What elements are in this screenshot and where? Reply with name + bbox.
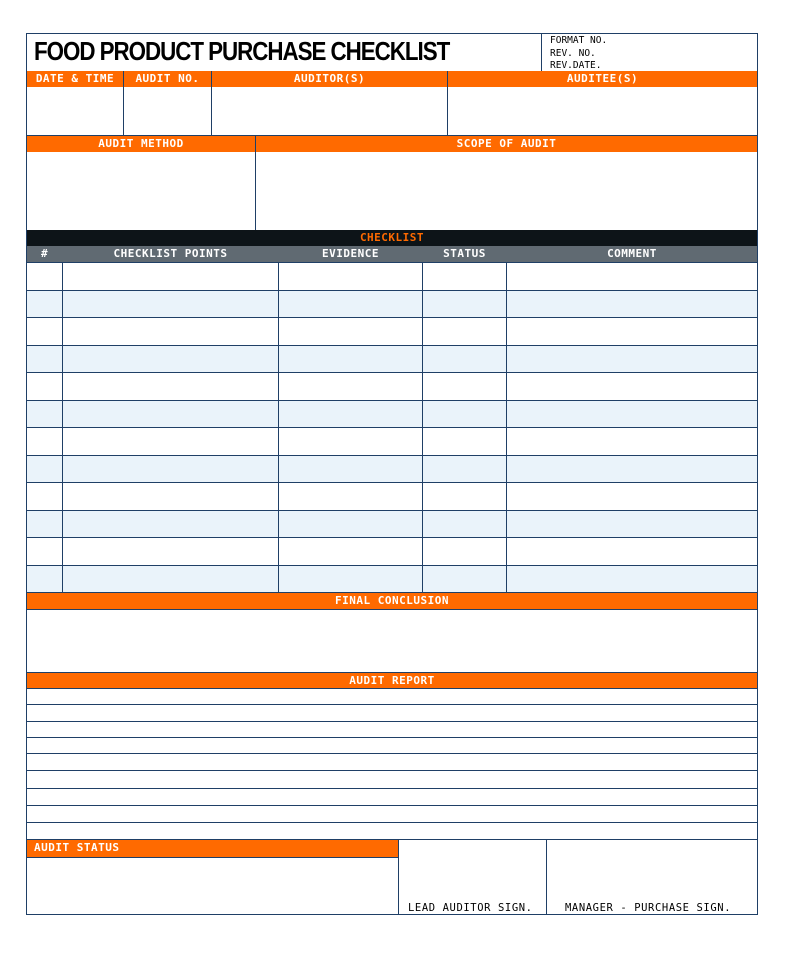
audit-report-header: AUDIT REPORT — [27, 672, 757, 689]
table-row[interactable] — [27, 455, 757, 483]
col-comment: COMMENT — [607, 247, 657, 260]
audit-no-header: AUDIT NO. — [124, 71, 211, 87]
checklist-title-bar — [27, 230, 757, 246]
table-row[interactable] — [27, 290, 757, 318]
auditors-header: AUDITOR(S) — [212, 71, 447, 87]
auditors-field[interactable] — [212, 87, 447, 135]
scope-header: SCOPE OF AUDIT — [256, 136, 757, 152]
date-time-header: DATE & TIME — [27, 71, 123, 87]
lead-auditor-signature[interactable]: LEAD AUDITOR SIGN. — [408, 902, 533, 914]
scope-field[interactable] — [256, 152, 757, 230]
audit-status-header: AUDIT STATUS — [27, 840, 398, 857]
audit-status-field[interactable] — [27, 858, 398, 915]
col-number: # — [40, 247, 49, 260]
format-no-label: FORMAT NO. — [550, 35, 608, 46]
form-meta — [550, 35, 607, 73]
table-row[interactable] — [27, 537, 757, 565]
table-header — [27, 246, 757, 262]
audit-no-field[interactable] — [124, 87, 211, 135]
audit-report-lines[interactable] — [27, 689, 757, 839]
table-row[interactable] — [27, 565, 757, 593]
checklist-title: CHECKLIST — [359, 231, 425, 244]
title-cell — [27, 34, 541, 71]
table-row[interactable] — [27, 400, 757, 428]
col-status: STATUS — [443, 247, 486, 260]
rev-date-label: REV.DATE. — [550, 60, 602, 71]
final-conclusion-field[interactable] — [27, 609, 757, 672]
table-row[interactable] — [27, 262, 757, 290]
manager-signature[interactable]: MANAGER - PURCHASE SIGN. — [565, 902, 732, 914]
date-time-field[interactable] — [27, 87, 123, 135]
table-row[interactable] — [27, 510, 757, 538]
rev-no-label: REV. NO. — [550, 47, 596, 59]
auditee-field[interactable] — [448, 87, 757, 135]
audit-method-header: AUDIT METHOD — [27, 136, 255, 152]
checklist-body — [27, 262, 757, 592]
checklist-form — [26, 33, 758, 915]
table-row[interactable] — [27, 372, 757, 400]
final-conclusion-header: FINAL CONCLUSION — [27, 592, 757, 609]
audit-method-field[interactable] — [27, 152, 255, 230]
table-row[interactable] — [27, 482, 757, 510]
page-title: FOOD PRODUCT PURCHASE CHECKLIST — [34, 36, 450, 66]
auditee-header: AUDITEE(S) — [448, 71, 757, 87]
col-checklist-points: CHECKLIST POINTS — [113, 247, 228, 260]
table-row[interactable] — [27, 427, 757, 455]
col-evidence: EVIDENCE — [322, 247, 379, 260]
table-row[interactable] — [27, 317, 757, 345]
table-row[interactable] — [27, 345, 757, 373]
